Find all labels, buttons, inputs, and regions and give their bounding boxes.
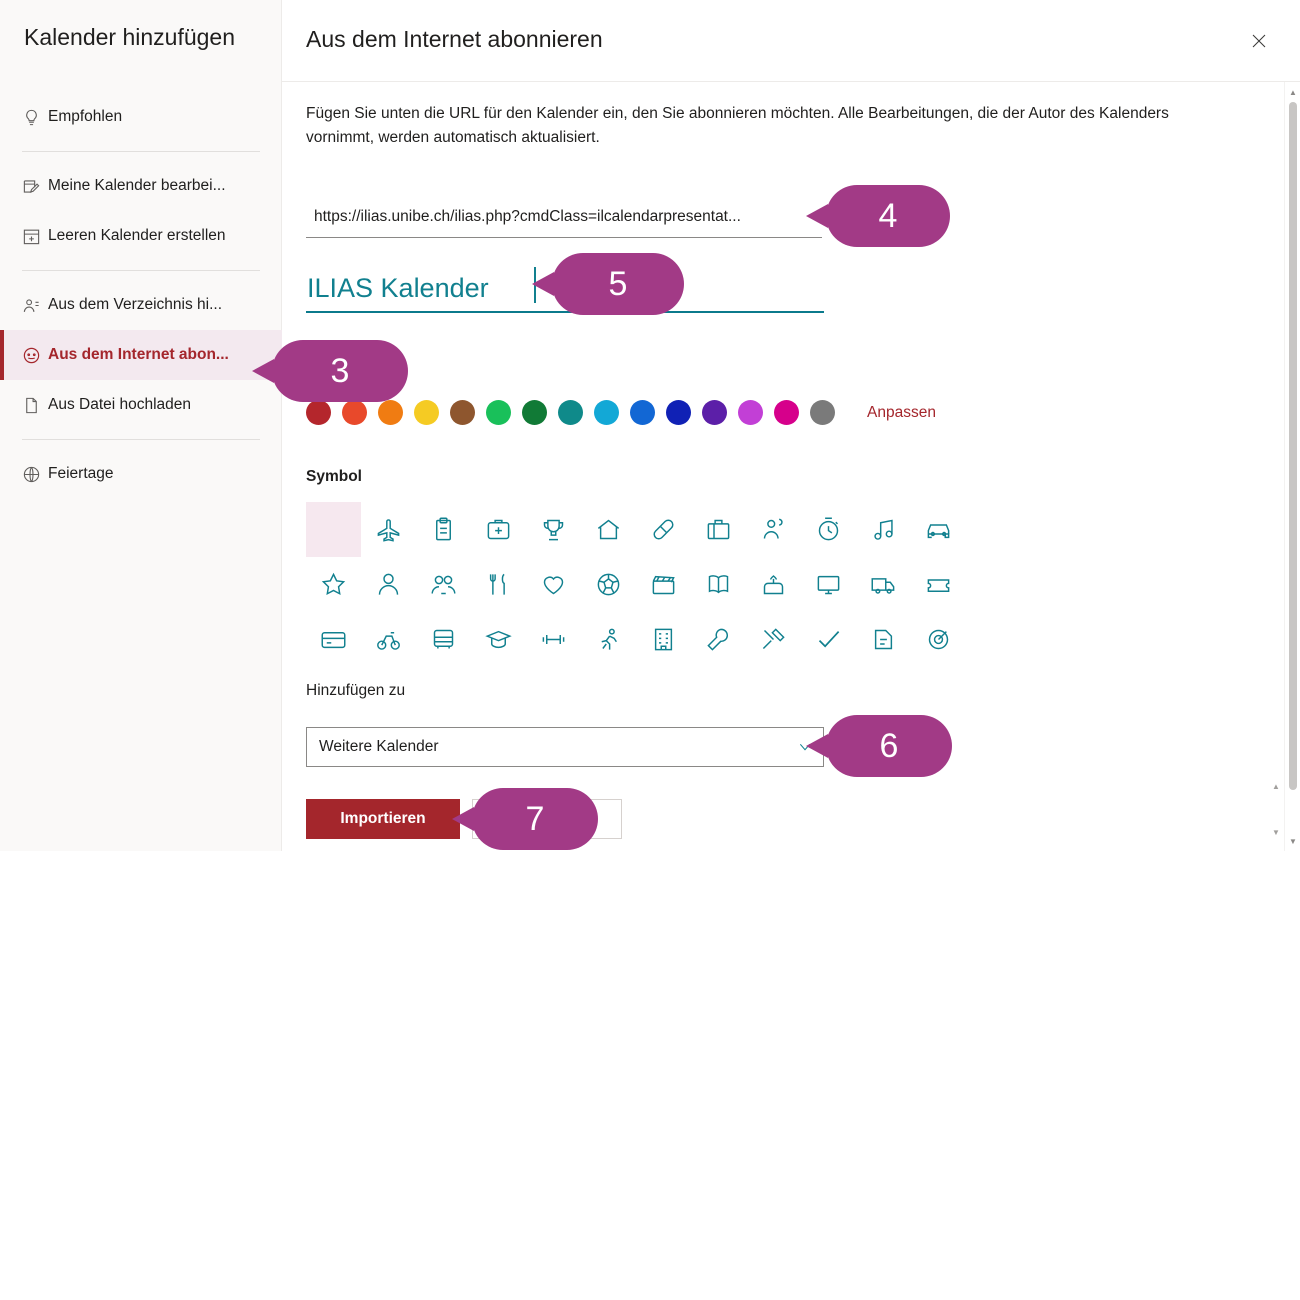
sidebar <box>0 0 282 851</box>
callout-number: 4 <box>878 196 898 235</box>
scroll-down-icon[interactable]: ▼ <box>1272 827 1280 837</box>
checkmark-icon[interactable] <box>801 612 856 667</box>
color-swatch[interactable] <box>702 400 727 425</box>
calendar-url-input[interactable] <box>306 196 822 238</box>
sidebar-item-label: Aus Datei hochladen <box>48 396 192 413</box>
sidebar-list <box>0 92 282 499</box>
sidebar-divider <box>22 439 260 440</box>
sidebar-item-label: Leeren Kalender erstellen <box>48 227 226 244</box>
color-swatch[interactable] <box>666 400 691 425</box>
color-swatch[interactable] <box>630 400 655 425</box>
building-icon[interactable] <box>636 612 691 667</box>
first-aid-icon[interactable] <box>471 502 526 557</box>
callout-number: 5 <box>608 264 628 303</box>
callout-5 <box>552 253 684 315</box>
globe-icon <box>22 465 48 484</box>
ticket-icon[interactable] <box>911 557 966 612</box>
add-to-selected-value: Weitere Kalender <box>319 738 439 755</box>
import-button[interactable]: Importieren <box>306 799 460 839</box>
color-swatch-row <box>306 400 835 425</box>
color-swatch[interactable] <box>486 400 511 425</box>
callout-number: 3 <box>330 351 350 390</box>
briefcase-icon[interactable] <box>691 502 746 557</box>
callout-6 <box>826 715 952 777</box>
cake-icon[interactable] <box>746 557 801 612</box>
trophy-icon[interactable] <box>526 502 581 557</box>
person-icon[interactable] <box>361 557 416 612</box>
running-icon[interactable] <box>581 612 636 667</box>
book-icon[interactable] <box>691 557 746 612</box>
sidebar-item-label: Empfohlen <box>48 108 123 125</box>
sidebar-item-meine-kalender-bearbeiten[interactable] <box>0 161 282 211</box>
color-swatch[interactable] <box>450 400 475 425</box>
airplane-icon[interactable] <box>361 502 416 557</box>
symbol-grid <box>306 502 1006 667</box>
heart-icon[interactable] <box>526 557 581 612</box>
dialog-scrollbar[interactable] <box>1284 82 1300 851</box>
color-swatch[interactable] <box>522 400 547 425</box>
signature-icon[interactable] <box>856 612 911 667</box>
scrollbar-down-icon[interactable]: ▼ <box>1289 836 1297 846</box>
people-directory-icon <box>22 296 48 315</box>
callout-tail <box>806 734 828 758</box>
people-icon[interactable] <box>746 502 801 557</box>
color-swatch[interactable] <box>558 400 583 425</box>
sidebar-divider <box>22 270 260 271</box>
color-swatch[interactable] <box>306 400 331 425</box>
graduation-cap-icon[interactable] <box>471 612 526 667</box>
sidebar-item-aus-dem-verzeichnis[interactable] <box>0 280 282 330</box>
credit-card-icon[interactable] <box>306 612 361 667</box>
blank-icon[interactable] <box>306 502 361 557</box>
truck-icon[interactable] <box>856 557 911 612</box>
inner-scrollbar[interactable] <box>1269 779 1283 839</box>
edit-calendar-icon <box>22 177 48 196</box>
bicycle-icon[interactable] <box>361 612 416 667</box>
main-header <box>282 0 1300 82</box>
sidebar-item-leeren-kalender-erstellen[interactable] <box>0 211 282 261</box>
sidebar-title: Kalender hinzufügen <box>24 24 235 50</box>
target-icon[interactable] <box>911 612 966 667</box>
add-to-label: Hinzufügen zu <box>306 682 406 699</box>
callout-3 <box>272 340 408 402</box>
two-people-icon[interactable] <box>416 557 471 612</box>
main-panel <box>282 0 1300 851</box>
sidebar-item-empfohlen[interactable] <box>0 92 282 142</box>
cutlery-icon[interactable] <box>471 557 526 612</box>
sidebar-item-label: Aus dem Verzeichnis hi... <box>48 296 223 313</box>
symbol-label: Symbol <box>306 468 362 485</box>
intro-text: Fügen Sie unten die URL für den Kalender ein, den Sie abonnieren möchten. Alle Bearbeitungen, die der Autor des Kalenders vornimmt, werden automatisch aktualisiert. <box>306 105 1169 147</box>
star-icon[interactable] <box>306 557 361 612</box>
add-to-select[interactable] <box>306 727 824 767</box>
callout-number: 6 <box>879 726 899 765</box>
soccer-ball-icon[interactable] <box>581 557 636 612</box>
page-title: Aus dem Internet abonnieren <box>306 26 603 52</box>
sidebar-item-aus-dem-internet-abonnieren[interactable] <box>0 330 282 380</box>
color-swatch[interactable] <box>342 400 367 425</box>
bus-icon[interactable] <box>416 612 471 667</box>
sidebar-divider <box>22 151 260 152</box>
customize-color-link[interactable]: Anpassen <box>867 404 936 421</box>
dialog-body <box>282 82 1300 851</box>
lightbulb-icon <box>22 108 48 127</box>
file-upload-icon <box>22 396 48 415</box>
scrollbar-up-icon[interactable]: ▲ <box>1289 87 1297 97</box>
color-swatch[interactable] <box>378 400 403 425</box>
wrench-icon[interactable] <box>691 612 746 667</box>
clapperboard-icon[interactable] <box>636 557 691 612</box>
callout-tail <box>452 807 474 831</box>
timer-icon[interactable] <box>801 502 856 557</box>
sidebar-item-label: Meine Kalender bearbei... <box>48 177 226 194</box>
new-calendar-icon <box>22 227 48 246</box>
callout-tail <box>532 272 554 296</box>
globe-subscribe-icon <box>22 346 48 365</box>
dumbbell-icon[interactable] <box>526 612 581 667</box>
sidebar-item-feiertage[interactable] <box>0 449 282 499</box>
color-swatch[interactable] <box>594 400 619 425</box>
scrollbar-thumb[interactable] <box>1289 102 1297 790</box>
callout-tail <box>806 204 828 228</box>
callout-number: 7 <box>525 799 545 838</box>
home-icon[interactable] <box>581 502 636 557</box>
monitor-icon[interactable] <box>801 557 856 612</box>
pill-icon[interactable] <box>636 502 691 557</box>
color-swatch[interactable] <box>810 400 835 425</box>
callout-4 <box>826 185 950 247</box>
sidebar-item-label: Feiertage <box>48 465 114 482</box>
callout-tail <box>252 359 274 383</box>
music-icon[interactable] <box>856 502 911 557</box>
scroll-up-icon[interactable]: ▲ <box>1272 781 1280 791</box>
color-swatch[interactable] <box>738 400 763 425</box>
sidebar-item-aus-datei-hochladen[interactable] <box>0 380 282 430</box>
color-swatch[interactable] <box>414 400 439 425</box>
callout-7 <box>472 788 598 850</box>
close-icon[interactable] <box>1240 22 1278 60</box>
car-icon[interactable] <box>911 502 966 557</box>
tools-icon[interactable] <box>746 612 801 667</box>
clipboard-icon[interactable] <box>416 502 471 557</box>
color-swatch[interactable] <box>774 400 799 425</box>
sidebar-item-label: Aus dem Internet abon... <box>48 346 229 363</box>
